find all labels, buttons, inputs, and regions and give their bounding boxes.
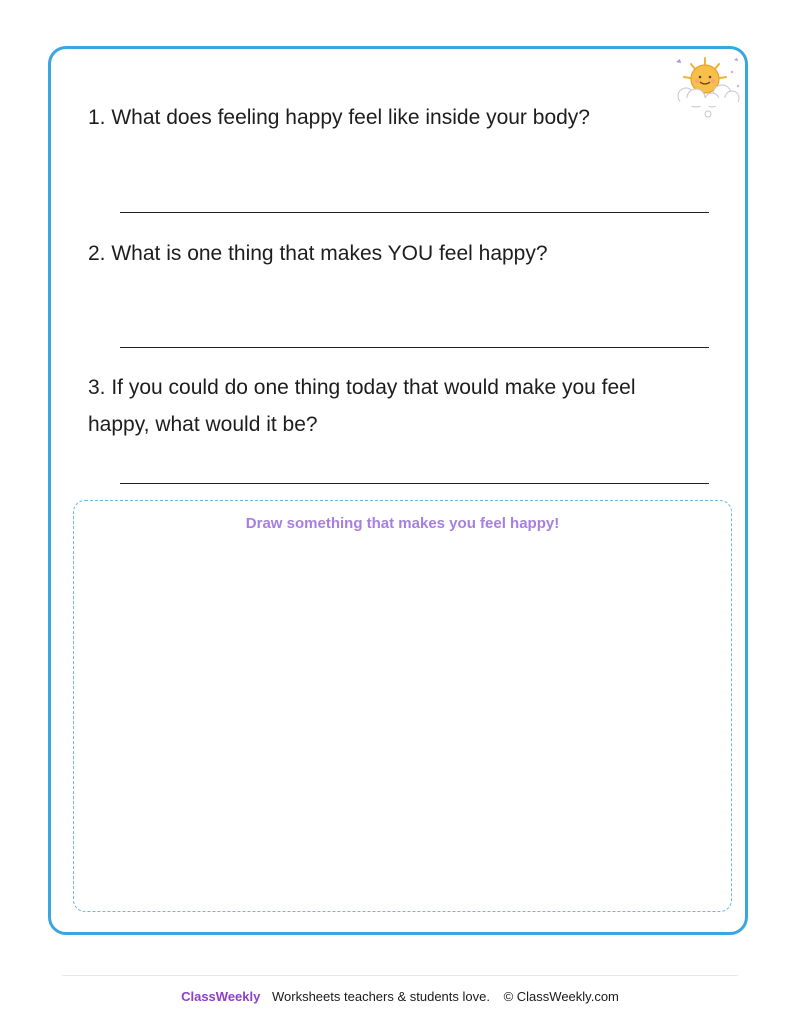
question-3: 3. If you could do one thing today that would make you feel happy, what would it be? <box>88 376 636 436</box>
drawing-prompt: Draw something that makes you feel happy! <box>245 515 560 532</box>
question-1: 1. What does feeling happy feel like inside your body? <box>88 106 590 129</box>
footer-brand: ClassWeekly <box>181 989 261 1004</box>
footer <box>0 989 800 1004</box>
question-2: 2. What is one thing that makes YOU feel happy? <box>88 242 548 265</box>
answer-line-3[interactable] <box>120 483 709 484</box>
answer-line-2[interactable] <box>120 347 709 348</box>
footer-copyright: © ClassWeekly.com <box>503 989 619 1004</box>
answer-line-1[interactable] <box>120 212 709 213</box>
footer-divider <box>62 975 738 976</box>
drawing-area[interactable] <box>73 500 732 912</box>
footer-tagline: Worksheets teachers & students love. <box>271 989 490 1004</box>
